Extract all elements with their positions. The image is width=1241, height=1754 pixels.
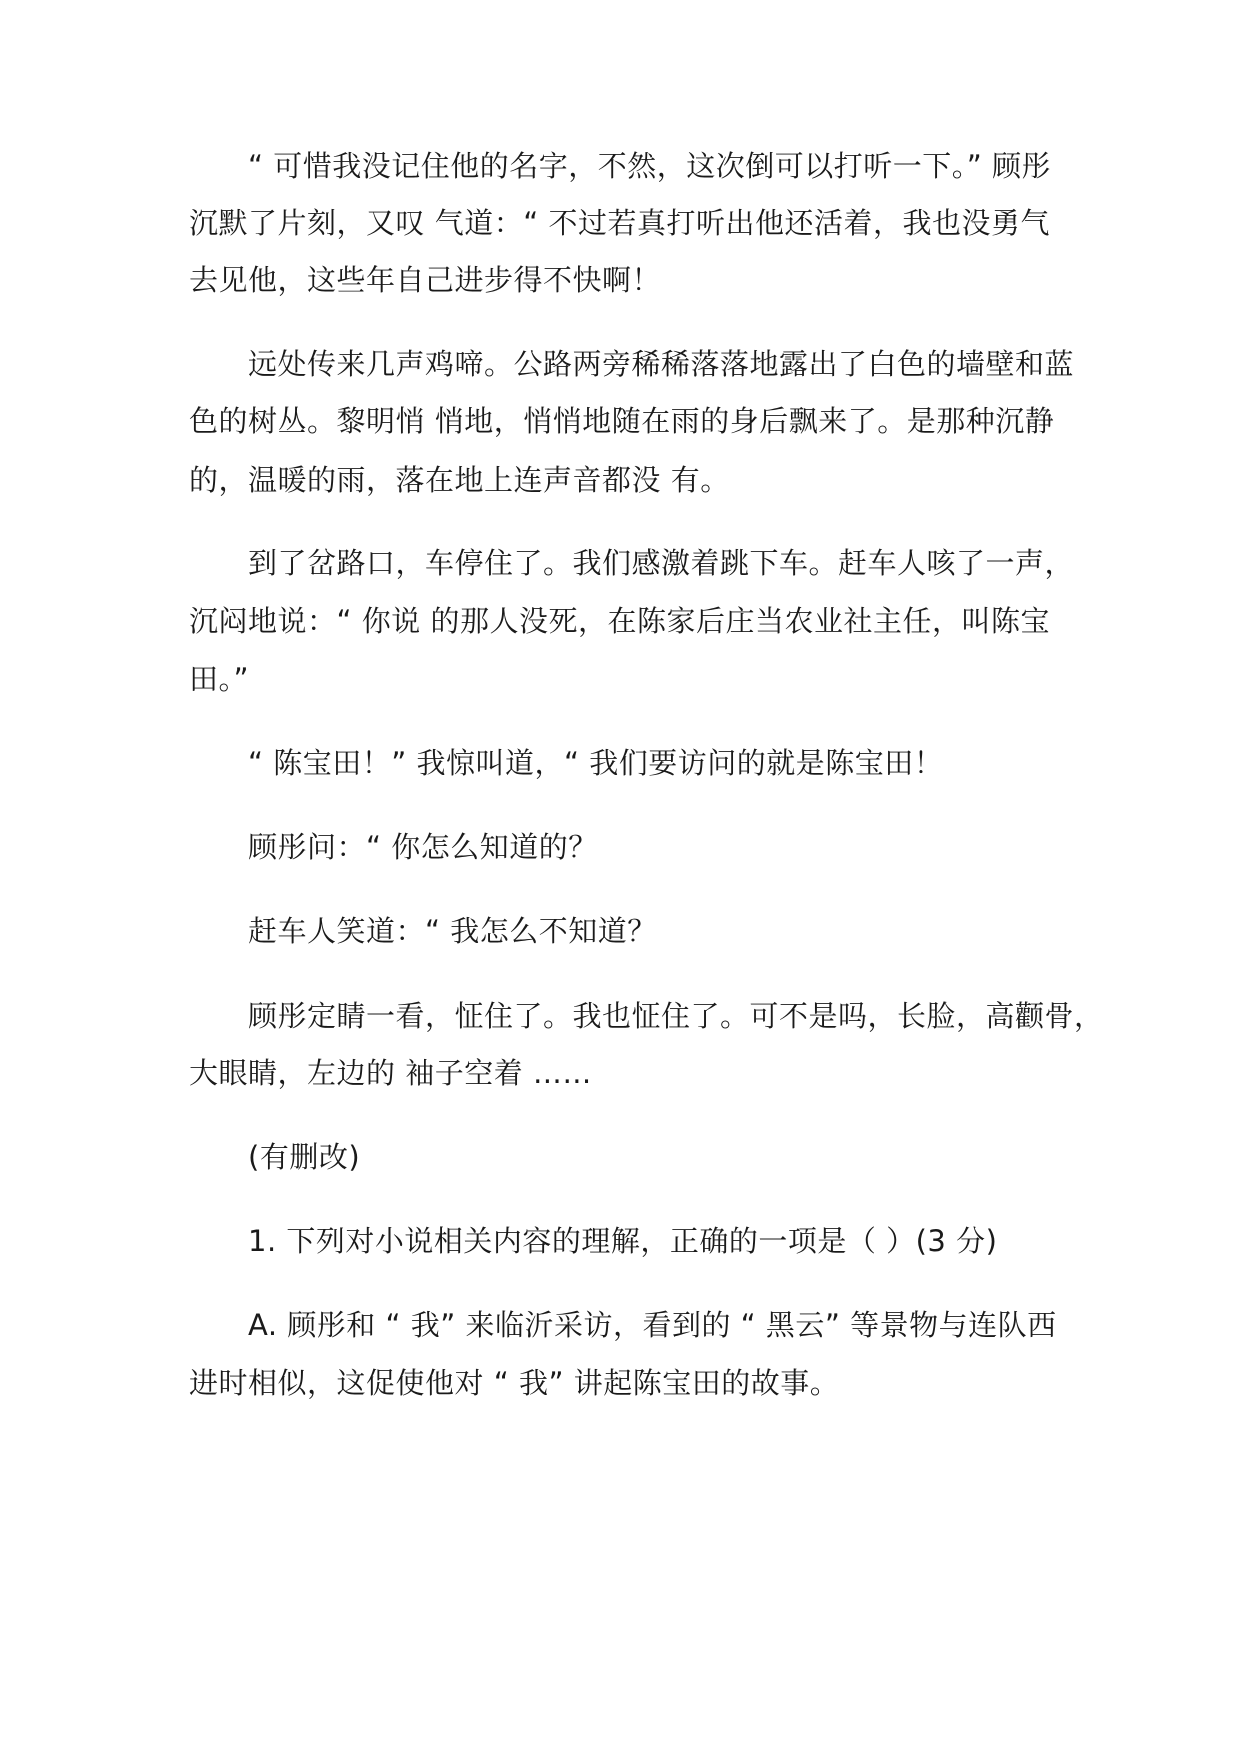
paragraph-3-line-1: 到了岔路口，车停住了。我们感激着跳下车。赶车人咳了一声， [248,546,1075,580]
source-note: (有删改) [248,1140,361,1174]
paragraph-2-line-1: 远处传来几声鸡啼。公路两旁稀稀落落地露出了白色的墙壁和蓝 [248,347,1075,381]
paragraph-3-line-2: 沉闷地说：“ 你说 的那人没死，在陈家后庄当农业社主任，叫陈宝 [189,604,1050,638]
paragraph-3-line-3: 田。” [189,662,250,696]
paragraph-6-line-1: 赶车人笑道：“ 我怎么不知道？ [248,914,657,948]
option-a-line-2: 进时相似，这促使他对 “ 我” 讲起陈宝田的故事。 [189,1366,840,1400]
option-a-line-1: A. 顾彤和 “ 我” 来临沂采访，看到的 “ 黑云” 等景物与连队西 [248,1308,1057,1342]
paragraph-2-line-3: 的，温暖的雨，落在地上连声音都没 有。 [189,463,730,497]
paragraph-1-line-2: 沉默了片刻，又叹 气道：“ 不过若真打听出他还活着，我也没勇气 [189,206,1050,240]
paragraph-1-line-3: 去见他，这些年自己进步得不快啊！ [189,263,662,297]
paragraph-2-line-2: 色的树丛。黎明悄 悄地，悄悄地随在雨的身后飘来了。是那种沉静 [189,404,1055,438]
paragraph-7-line-2: 大眼睛，左边的 袖子空着 …… [189,1056,592,1090]
paragraph-7-line-1: 顾彤定睛一看，怔住了。我也怔住了。可不是吗，长脸，高颧骨， [248,999,1104,1033]
question-1-stem: 1. 下列对小说相关内容的理解，正确的一项是（ ）(3 分) [248,1224,998,1258]
paragraph-1-line-1: “ 可惜我没记住他的名字，不然，这次倒可以打听一下。” 顾彤 [248,149,1051,183]
paragraph-5-line-1: 顾彤问：“ 你怎么知道的？ [248,830,598,864]
paragraph-4-line-1: “ 陈宝田！” 我惊叫道，“ 我们要访问的就是陈宝田！ [248,746,944,780]
